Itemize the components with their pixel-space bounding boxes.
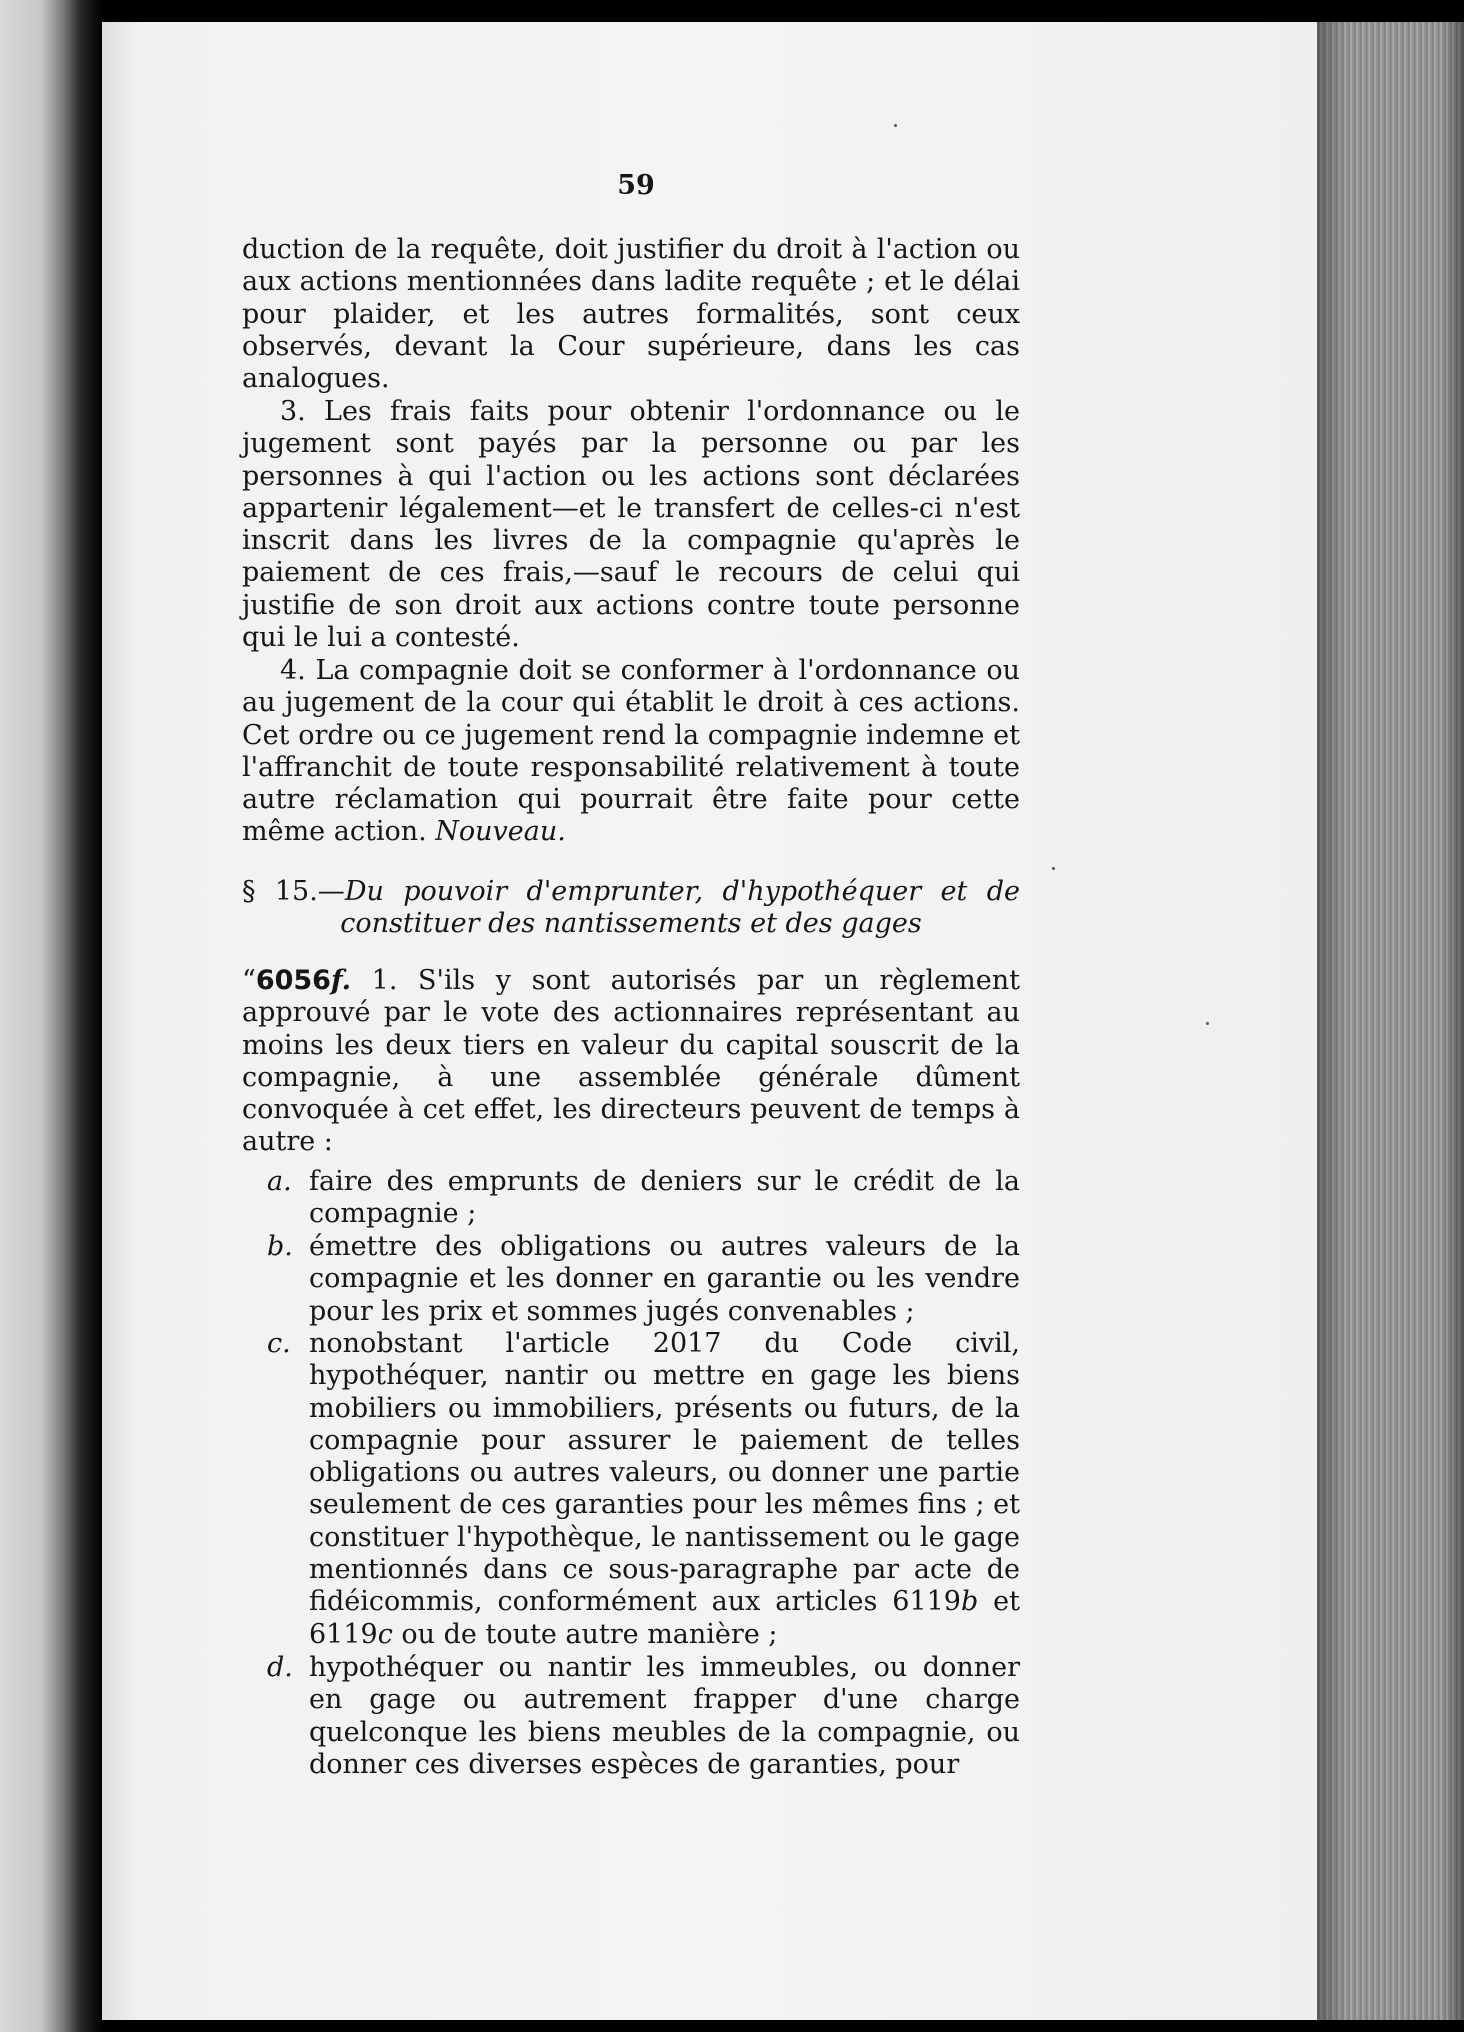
article-suffix: f. [330,965,352,996]
article-text: 1. S'ils y sont autorisés par un règlement approuvé par le vote des actionnaires représentant au moins les deux tiers en valeur du capital souscrit de la compagnie, à une assemblée générale dûment convoquée à cet effet, les directeurs peuvent de temps à autre : [242,965,1020,1158]
section-heading-line-1 [242,876,1020,908]
list-item-text-part: ou de toute autre manière ; [392,1618,778,1650]
page-number: 59 [617,170,655,201]
paper-speck [1052,867,1055,870]
article-paragraph [242,965,1020,1159]
list-item [267,1328,1020,1651]
list-item-letter: c. [267,1328,291,1359]
list-item [267,1231,1020,1328]
paragraph-text: 4. La compagnie doit se conformer à l'ordonnance ou au jugement de la cour qui établit le droit à ces actions. Cet ordre ou ce jugement rend la compagnie indemne et l'affranchit de toute responsabilité relativement à toute autre réclamation qui pourrait être faite pour cette même action. [242,655,1020,848]
list-item-text: émettre des obligations ou autres valeurs de la compagnie et les donner en garantie ou les vendre pour les prix et sommes jugés convenables ; [309,1231,1020,1327]
paragraph [242,655,1020,849]
section-title-part-2: constituer des nantissements et des gages [340,908,922,939]
article-ref-letter: b [960,1586,979,1618]
section-heading [242,876,1020,940]
paragraph: duction de la requête, doit justifier du droit à l'action ou aux actions mentionnées dans ladite requête ; et le délai pour plaider, et les autres formalités, sont ceux observés, devant la Cour supérieure, dans les cas analogues. [242,234,1020,395]
list-item-text: hypothéquer ou nantir les immeubles, ou donner en gage ou autrement frapper d'une charge quelconque les biens meubles de la compagnie, ou donner ces diverses espèces de garanties, pour [309,1652,1020,1780]
section-title-part-1: Du pouvoir d'emprunter, d'hypothéquer et de [344,876,1020,907]
book-fore-edge [1317,22,1464,2020]
list-item-letter: d. [267,1652,293,1683]
list-item-text-part: et 6119 [309,1586,1020,1650]
list-item-text [267,1328,1020,1651]
paragraph: 3. Les frais faits pour obtenir l'ordonnance ou le jugement sont payés par la personne ou par les personnes à qui l'action ou les actions sont déclarées appartenir légalement—et le transfert de celles-ci n'est inscrit dans les livres de la compagnie qu'après le paiement de ces frais,—sauf le recours de celui qui justifie de son droit aux actions contre toute personne qui le lui a contesté. [242,396,1020,654]
paper-speck [1206,1022,1209,1025]
list-item-letter: b. [267,1231,293,1262]
list-item [267,1166,1020,1231]
article-number: 6056 [255,965,331,996]
list-item-letter: a. [267,1166,292,1197]
list-item-text: faire des emprunts de deniers sur le crédit de la compagnie ; [309,1166,1020,1230]
previous-page-edge [0,0,102,2032]
section-sign: § 15.— [242,876,345,907]
article-opening-quote: “ [242,965,256,996]
article-ref-letter: c [377,1618,393,1650]
paper-speck [894,124,897,127]
list-item-text-part: nonobstant l'article 2017 du Code civil, hypothéquer, nantir ou mettre en gage les biens mobiliers ou immobiliers, présents ou futurs, de la compagnie pour assurer le paiement de telles obligations ou autres valeurs, ou donner une partie seulement de ces garanties pour les mêmes fins ; et constituer l'hypothèque, le nantissement ou le gage mentionnés dans ce sous-paragraphe par acte de fidéicommis, conformément aux articles 6119 [309,1328,1020,1618]
paragraph-note: Nouveau. [435,816,566,848]
list-item [267,1652,1020,1781]
